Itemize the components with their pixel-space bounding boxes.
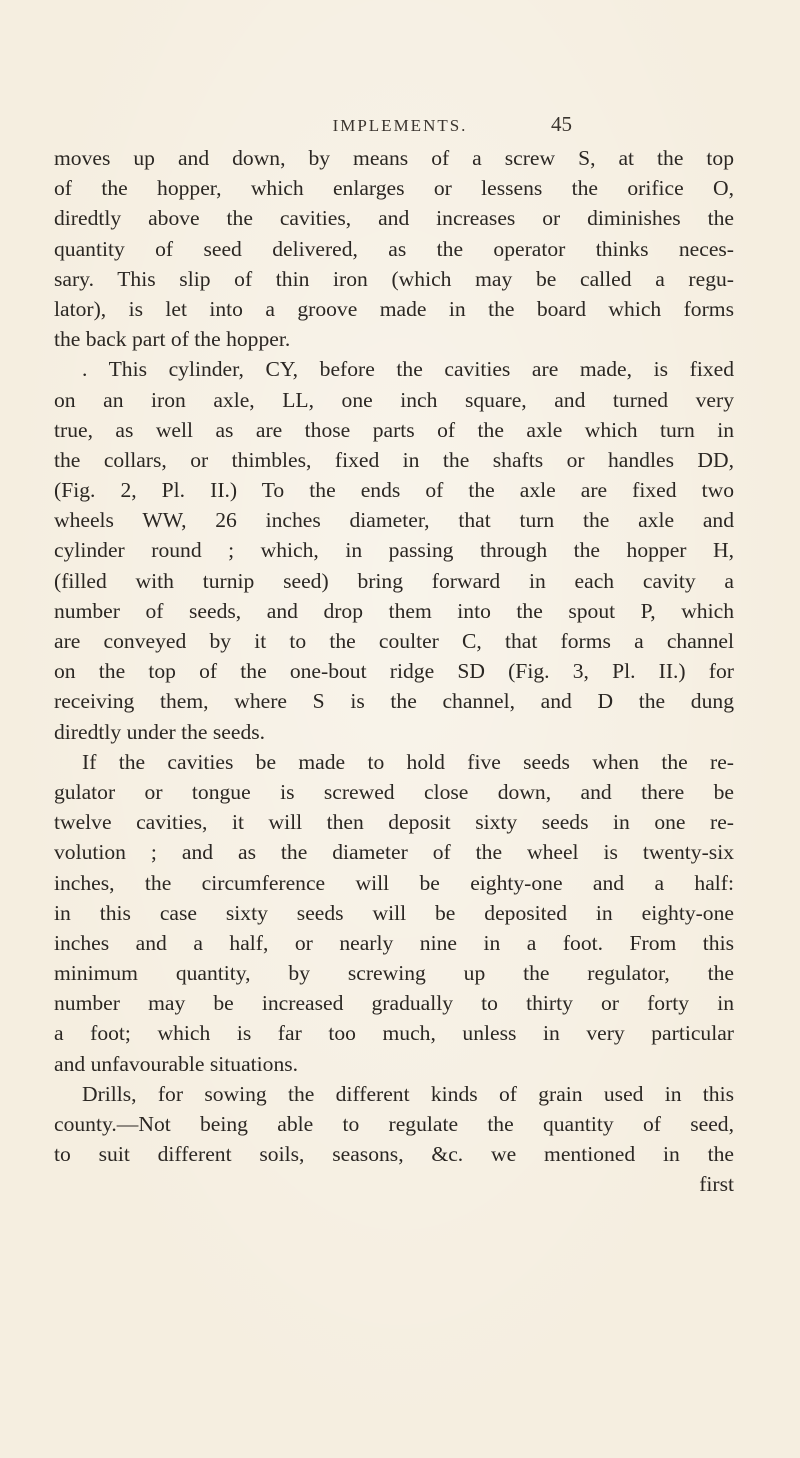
text-line: inches and a half, or nearly nine in a foot. From this (54, 930, 734, 955)
body-text (54, 143, 734, 1200)
text-line: inches, the circumference will be eighty-one and a half: (54, 870, 734, 895)
text-line: If the cavities be made to hold five seeds when the re- (82, 749, 734, 774)
text-line: lator), is let into a groove made in the board which forms (54, 296, 734, 321)
text-line: gulator or tongue is screwed close down, and there be (54, 779, 734, 804)
text-line: receiving them, where S is the channel, and D the dung (54, 689, 734, 714)
text-line: on an iron axle, LL, one inch square, and turned very (54, 387, 734, 412)
text-line: are conveyed by it to the coulter C, that forms a channel (54, 629, 734, 653)
text-line: and unfavourable situations. (54, 1051, 299, 1076)
page-number: 45 (551, 112, 572, 136)
text-line: sary. This slip of thin iron (which may be called a regu- (54, 266, 734, 291)
text-line: diredtly under the seeds. (54, 719, 266, 744)
text-line: the back part of the hopper. (54, 327, 291, 352)
text-line: of the hopper, which enlarges or lessens the orifice O, (54, 176, 734, 201)
text-line: to suit different soils, seasons, &c. we mentioned in the (54, 1142, 734, 1167)
text-line: county.—Not being able to regulate the quantity of seed, (54, 1112, 734, 1136)
text-line: . This cylinder, CY, before the cavities are made, is fixed (82, 357, 734, 382)
text-line: cylinder round ; which, in passing through the hopper H, (54, 538, 734, 563)
text-line: the collars, or thimbles, fixed in the shafts or handles DD, (54, 447, 734, 472)
text-line: in this case sixty seeds will be deposited in eighty-one (54, 900, 734, 925)
text-line: quantity of seed delivered, as the operator thinks neces- (54, 236, 734, 261)
text-line: wheels WW, 26 inches diameter, that turn the axle and (54, 508, 734, 533)
text-line: twelve cavities, it will then deposit sixty seeds in one re- (54, 810, 734, 835)
text-line: (filled with turnip seed) bring forward in each cavity a (54, 568, 734, 593)
section-heading-line: Drills, for sowing the different kinds of grain used in this (82, 1081, 734, 1106)
text-line: true, as well as are those parts of the axle which turn in (54, 417, 734, 442)
catchword: first (699, 1172, 734, 1197)
page-header (0, 112, 800, 146)
text-line: on the top of the one-bout ridge SD (Fig. 3, Pl. II.) for (54, 659, 734, 684)
text-line: minimum quantity, by screwing up the regulator, the (54, 961, 734, 986)
text-line: number may be increased gradually to thirty or forty in (54, 991, 734, 1016)
running-head: IMPLEMENTS. (332, 116, 468, 135)
text-line: diredtly above the cavities, and increases or diminishes the (54, 206, 734, 231)
text-line: number of seeds, and drop them into the spout P, which (54, 598, 734, 623)
text-line: moves up and down, by means of a screw S, at the top (54, 146, 734, 170)
text-line: volution ; and as the diameter of the wheel is twenty-six (54, 840, 734, 865)
text-line: (Fig. 2, Pl. II.) To the ends of the axle are fixed two (54, 478, 734, 503)
text-line: a foot; which is far too much, unless in very particular (54, 1021, 734, 1046)
